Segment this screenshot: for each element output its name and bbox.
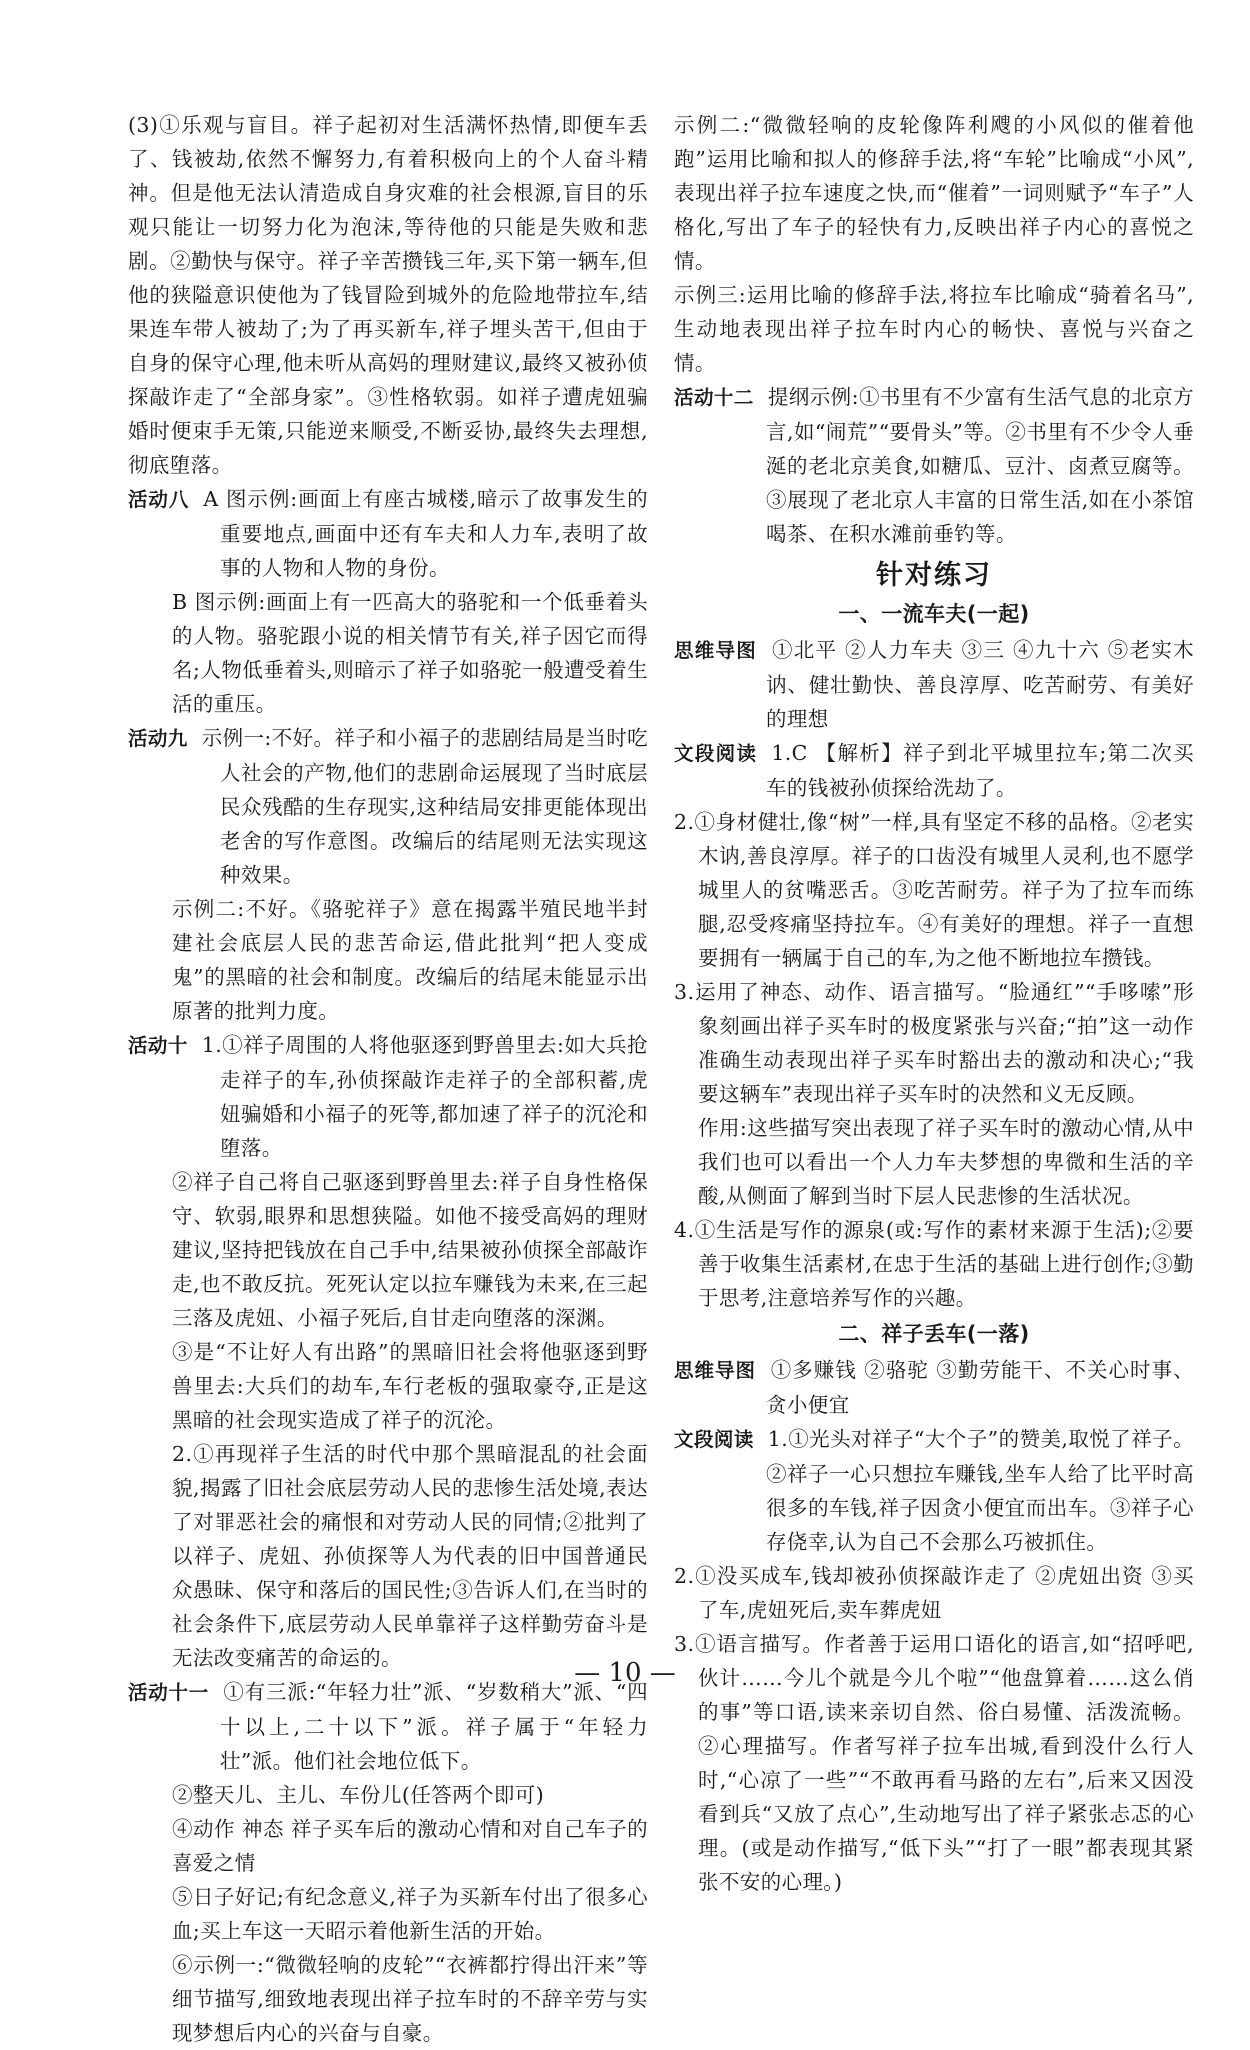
s1-reading (674, 736, 1194, 805)
activity-11-item-6: ⑥示例一:“微微轻响的皮轮”“衣裤都拧得出汗来”等细节描写,细致地表现出祥子拉车时的不辞辛劳与实现梦想后内心的兴奋与自豪。 (172, 1953, 648, 2045)
s1-question-3-effect: 作用:这些描写突出表现了祥子买车时的激动心情,从中我们也可以看出一个人力车夫梦想的卑微和生活的辛酸,从侧面了解到当时下层人民悲惨的生活状况。 (698, 1116, 1194, 1208)
activity-10 (128, 1028, 648, 1165)
s2-reading (674, 1422, 1194, 1559)
activity-11-item-2: ②整天儿、主儿、车份儿(任答两个即可) (172, 1783, 545, 1807)
activity-10-text: 1.①祥子周围的人将他驱逐到野兽里去:如大兵抢走祥子的车,孙侦探敲诈走祥子的全部积蓄,虎妞骗婚和小福子的死等,都加速了祥子的沉沦和堕落。 (201, 1033, 648, 1160)
left-column (128, 108, 648, 2050)
activity-9-text: 示例一:不好。祥子和小福子的悲剧结局是当时吃人社会的产物,他们的悲剧命运展现了当时底层民众残酷的生存现实,这种结局安排更能体现出老舍的写作意图。改编后的结尾则无法实现这种效果。 (201, 726, 648, 887)
activity-9 (128, 721, 648, 892)
activity-8 (128, 482, 648, 585)
answer-3-text: (3)①乐观与盲目。祥子起初对生活满怀热情,即便车丢了、钱被劫,依然不懈努力,有着积极向上的个人奋斗精神。但是他无法认清造成自身灾难的社会根源,盲目的乐观只能让一切努力化为泡沫,等待他的只能是失败和悲剧。②勤快与保守。祥子辛苦攒钱三年,买下第一辆车,但他的狭隘意识使他为了钱冒险到城外的危险地带拉车,结果连车带人被劫了;为了再买新车,祥子埋头苦干,但由于自身的保守心理,他未听从高妈的理财建议,最终又被孙侦探敲诈走了“全部身家”。③性格软弱。如祥子遭虎妞骗婚时便束手无策,只能逆来顺受,不断妥协,最终失去理想,彻底堕落。 (128, 113, 648, 477)
s2-reading-text: 1.①光头对祥子“大个子”的赞美,取悦了祥子。②祥子一心只想拉车赚钱,坐车人给了比平时高很多的车钱,祥子因贪小便宜而出车。③祥子心存侥幸,认为自己不会那么巧被抓住。 (766, 1427, 1194, 1554)
activity-12 (674, 380, 1194, 551)
s1-question-2: 2.①身材健壮,像“树”一样,具有坚定不移的品格。②老实木讷,善良淳厚。祥子的口齿没有城里人灵利,也不愿学城里人的贫嘴恶舌。③吃苦耐劳。祥子为了拉车而练腿,忍受疼痛坚持拉车。④有美好的理想。祥子一直想要拥有一辆属于自己的车,为之他不断地拉车攒钱。 (674, 810, 1194, 970)
activity-11 (128, 1675, 648, 1778)
activity-12-text: 提纲示例:①书里有不少富有生活气息的北京方言,如“闹荒”“要骨头”等。②书里有不少令人垂涎的老北京美食,如糖瓜、豆汁、卤煮豆腐等。③展现了老北京人丰富的日常生活,如在小茶馆喝茶、在积水滩前垂钓等。 (766, 385, 1194, 546)
s1-reading-label: 文段阅读 (674, 742, 758, 765)
activity-8-label: 活动八 (128, 488, 190, 511)
activity-11-label: 活动十一 (128, 1681, 210, 1704)
activity-8-text: A 图示例:画面上有座古城楼,暗示了故事发生的重要地点,画面中还有车夫和人力车,表明了故事的人物和人物的身份。 (203, 487, 648, 580)
activity-10-item-3: ③是“不让好人有出路”的黑暗旧社会将他驱逐到野兽里去:大兵们的劫车,车行老板的强取豪夺,正是这黑暗的社会现实造成了祥子的沉沦。 (172, 1340, 648, 1432)
s2-question-2: 2.①没买成车,钱却被孙侦探敲诈走了 ②虎妞出资 ③买了车,虎妞死后,卖车葬虎妞 (674, 1564, 1194, 1622)
activity-11-item-4: ④动作 神态 祥子买车后的激动心情和对自己车子的喜爱之情 (172, 1817, 648, 1875)
page-number: — 10 — (574, 1658, 676, 1688)
s1-mind-map-label: 思维导图 (674, 639, 758, 662)
s1-mind-map (674, 633, 1194, 736)
right-column (674, 108, 1194, 1899)
s1-mind-map-text: ①北平 ②人力车夫 ③三 ④九十六 ⑤老实木讷、健壮勤快、善良淳厚、吃苦耐劳、有美好的理想 (766, 638, 1194, 731)
example-2: 示例二:“微微轻响的皮轮像阵利飕的小风似的催着他跑”运用比喻和拟人的修辞手法,将“车轮”比喻成“小风”,表现出祥子拉车速度之快,而“催着”一词则赋予“车子”人格化,写出了车子的轻快有力,反映出祥子内心的喜悦之情。 (674, 113, 1194, 273)
s1-question-3: 3.运用了神态、动作、语言描写。“脸通红”“手哆嗦”形象刻画出祥子买车时的极度紧张与兴奋;“拍”这一动作准确生动表现出祥子买车时豁出去的激动和决心;“我要这辆车”表现出祥子买车时的决然和义无反顾。 (674, 980, 1194, 1106)
activity-9-example-2: 示例二:不好。《骆驼祥子》意在揭露半殖民地半封建社会底层人民的悲苦命运,借此批判“把人变成鬼”的黑暗的社会和制度。改编后的结尾未能显示出原著的批判力度。 (172, 897, 648, 1023)
subsection-1-title: 一、一流车夫(一起) (838, 602, 1030, 626)
s2-mind-map-label: 思维导图 (674, 1359, 757, 1382)
s2-mind-map-text: ①多赚钱 ②骆驼 ③勤劳能干、不关心时事、贪小便宜 (766, 1358, 1194, 1417)
s2-reading-label: 文段阅读 (674, 1428, 754, 1451)
section-title: 针对练习 (876, 560, 992, 591)
s1-question-4: 4.①生活是写作的源泉(或:写作的素材来源于生活);②要善于收集生活素材,在忠于生活的基础上进行创作;③勤于思考,注意培养写作的兴趣。 (674, 1218, 1194, 1310)
example-3: 示例三:运用比喻的修辞手法,将拉车比喻成“骑着名马”,生动地表现出祥子拉车时内心的畅快、喜悦与兴奋之情。 (674, 283, 1194, 375)
activity-12-label: 活动十二 (674, 386, 754, 409)
activity-11-item-5: ⑤日子好记;有纪念意义,祥子为买新车付出了很多心血;买上车这一天昭示着他新生活的开始。 (172, 1885, 648, 1943)
s2-question-3: 3.①语言描写。作者善于运用口语化的语言,如“招呼吧,伙计……今儿个就是今儿个啦”“他盘算着……这么俏的事”等口语,读来亲切自然、俗白易懂、活泼流畅。②心理描写。作者写祥子拉车出城,看到没什么行人时,“心凉了一些”“不敢再看马路的左右”,后来又因没看到兵“又放了点心”,生动地写出了祥子紧张忐忑的心理。(或是动作描写,“低下头”“打了一眼”都表现其紧张不安的心理。) (674, 1632, 1194, 1894)
activity-9-label: 活动九 (128, 727, 188, 750)
activity-11-text: ①有三派:“年轻力壮”派、“岁数稍大”派、“四十以上,二十以下”派。祥子属于“年轻力壮”派。他们社会地位低下。 (220, 1680, 648, 1773)
activity-8-b: B 图示例:画面上有一匹高大的骆驼和一个低垂着头的人物。骆驼跟小说的相关情节有关,祥子因它而得名;人物低垂着头,则暗示了祥子如骆驼一般遭受着生活的重压。 (172, 590, 648, 716)
activity-10-item-2: ②祥子自己将自己驱逐到野兽里去:祥子自身性格保守、软弱,眼界和思想狭隘。如他不接受高妈的理财建议,坚持把钱放在自己手中,结果被孙侦探全部敲诈走,也不敢反抗。死死认定以拉车赚钱为未来,在三起三落及虎妞、小福子死后,自甘走向堕落的深渊。 (172, 1170, 648, 1330)
activity-10-label: 活动十 (128, 1034, 188, 1057)
s2-mind-map (674, 1353, 1194, 1422)
activity-10-part-2: 2.①再现祥子生活的时代中那个黑暗混乱的社会面貌,揭露了旧社会底层劳动人民的悲惨生活处境,表达了对罪恶社会的痛恨和对劳动人民的同情;②批判了以祥子、虎妞、孙侦探等人为代表的旧中国普通民众愚昧、保守和落后的国民性;③告诉人们,在当时的社会条件下,底层劳动人民单靠祥子这样勤劳奋斗是无法改变痛苦的命运的。 (172, 1442, 648, 1670)
subsection-2-title: 二、祥子丢车(一落) (838, 1322, 1030, 1346)
s1-reading-text: 1.C 【解析】祥子到北平城里拉车;第二次买车的钱被孙侦探给洗劫了。 (766, 741, 1195, 800)
